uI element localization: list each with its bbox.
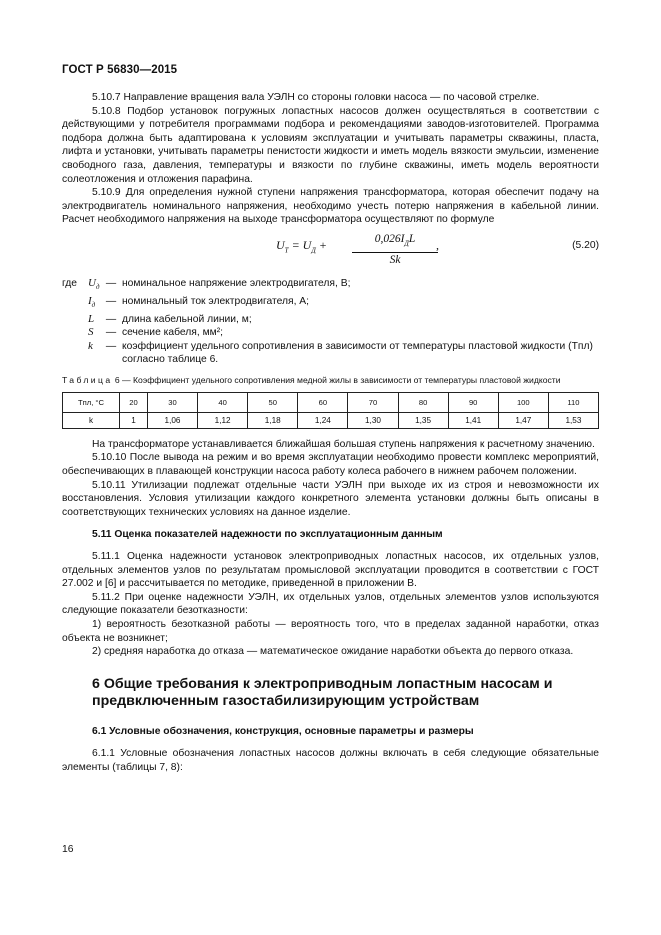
paragraph-5-10-8: 5.10.8 Подбор установок погружных лопастных насосов должен осуществляться в соответствии с действующими у потребителя программами подбора и рекомендациями заводов-изготовителей. Программа подбора должна быть адаптирована к условиям эксплуатации и учитывать параметры скважины, пласта, лифта и установки, учитывать параметры пенистости жидкости и иметь модель вязкости эмульсии, изменение свободного газа, давления, температуры и вязкости по глубине скважины, иметь модель вероятности солеотложения и отложения парафина. (62, 105, 599, 185)
paragraph-5-11-1: 5.11.1 Оценка надежности установок электроприводных лопастных насосов, их отдельных узлов, отдельных элементов узлов по результатам промысловой эксплуатации проводится в соответствии с ГОСТ 27.002 и [6] и рассчитывается по методике, приведенной в приложении В. (62, 551, 599, 590)
paragraph-5-10-7: 5.10.7 Направление вращения вала УЭЛН со стороны головки насоса — по часовой стрелке. (92, 92, 540, 103)
document-body (62, 91, 599, 775)
section-5-11-title: 5.11 Оценка показателей надежности по эксплуатационным данным (92, 529, 443, 541)
list-item: 1) вероятность безотказной работы — вероятность того, что в пределах заданной наработки, отказ объекта не возникнет; (62, 619, 599, 644)
document-header: ГОСТ Р 56830—2015 (62, 64, 178, 76)
table-cell: 40 (198, 392, 248, 412)
table-caption-label: Таблица (62, 374, 113, 385)
definition-dash: — (105, 277, 117, 289)
formula-number: (5.20) (572, 239, 599, 251)
table-cell: 80 (398, 392, 448, 412)
definition-symbol-text: I (88, 294, 92, 307)
table-cell: 50 (248, 392, 298, 412)
table-cell: 1,47 (498, 412, 548, 428)
definition-symbol (88, 326, 104, 340)
definition-symbol (88, 295, 104, 313)
definition-text: длина кабельной линии, м; (122, 313, 252, 325)
formula-numerator (352, 233, 438, 253)
table-cell: k (63, 412, 120, 428)
table-6-caption (62, 375, 599, 386)
definition-row (62, 313, 599, 327)
definition-text: номинальное напряжение электродвигателя, В; (122, 277, 351, 289)
paragraph-5-11-2: 5.11.2 При оценке надежности УЭЛН, их отдельных узлов, отдельных элементов узлов используются следующие показатели безотказности: (62, 591, 599, 617)
table-cell: 1,18 (248, 412, 298, 428)
table-cell: 110 (548, 392, 598, 412)
definition-prefix (62, 313, 88, 327)
table-cell: 1,53 (548, 412, 598, 428)
definition-text: номинальный ток электродвигателя, А; (122, 295, 310, 307)
definition-symbol-sub: д (91, 300, 96, 309)
table-cell: Tпл, °С (63, 392, 120, 412)
formula-numerator-text: 0,026I (374, 232, 405, 245)
formula-numerator-sub: Д (404, 239, 409, 248)
formula-fraction (352, 233, 438, 267)
paragraph-5-10-9: 5.10.9 Для определения нужной ступени напряжения трансформатора, которая обеспечит подачу на электродвигатель номинального напряжения, необходимо учесть потерю напряжения в кабельной линии. Расчет необходимого напряжения на выходе трансформатора осуществляют по формуле (62, 187, 599, 226)
definition-text: сечение кабеля, мм²; (122, 327, 224, 339)
formula-plus: + (315, 237, 327, 252)
definition-text: коэффициент удельного сопротивления в зависимости от температуры пластовой жидкости (Tпл) согласно таблице 6. (122, 340, 593, 366)
page-number: 16 (62, 844, 74, 855)
definition-symbol-text: k (88, 339, 93, 352)
formula-eq-sub: Д (311, 246, 316, 255)
table-caption-text: 6 — Коэффициент удельного сопротивления медной жилы в зависимости от температуры пластовой жидкости (114, 374, 561, 385)
paragraph-5-10-10: 5.10.10 После вывода на режим и во время эксплуатации необходимо провести комплекс мероприятий, обеспечивающих в плавающей конструкции насоса работу колеса рабочего в нижнем рабочем положении. (62, 452, 599, 478)
formula-lhs-sub: Т (284, 246, 289, 255)
formula-eq: = U (288, 237, 312, 252)
definition-dash: — (105, 313, 117, 325)
definition-row (62, 295, 599, 313)
table-cell: 1,30 (348, 412, 398, 428)
definition-symbol-text: L (88, 312, 95, 325)
definition-dash: — (105, 295, 117, 307)
table-cell: 20 (120, 392, 148, 412)
section-6-1-title: 6.1 Условные обозначения, конструкция, основные параметры и размеры (92, 725, 474, 737)
paragraph-5-10-11: 5.10.11 Утилизации подлежат отдельные части УЭЛН при выходе их из строя и невозможности их восстановления. Условия утилизации каждого конкретного элемента установки должны быть описаны в соответствующих технических условиях на данное изделие. (62, 479, 599, 518)
formula-comma: , (436, 237, 439, 252)
table-cell: 60 (298, 392, 348, 412)
table-cell: 1,12 (198, 412, 248, 428)
definition-symbol (88, 313, 104, 327)
definition-dash: — (105, 340, 117, 352)
formula-denominator: Sk (389, 253, 401, 266)
paragraph-transformer: На трансформаторе устанавливается ближайшая большая ступень напряжения к расчетному значению. (92, 438, 595, 450)
definition-dash: — (105, 327, 117, 339)
formula-numerator-tail: L (408, 232, 416, 245)
table-cell: 1,35 (398, 412, 448, 428)
definition-symbol-text: U (88, 276, 96, 289)
table-cell: 1 (120, 412, 148, 428)
table-cell: 30 (147, 392, 197, 412)
definition-prefix (62, 326, 88, 340)
definition-prefix: где (62, 277, 78, 289)
formula-lhs: U (276, 237, 285, 252)
definition-prefix (62, 340, 88, 367)
table-cell: 100 (498, 392, 548, 412)
definition-symbol-text: S (88, 326, 94, 339)
paragraph-6-1-1: 6.1.1 Условные обозначения лопастных насосов должны включать в себя следующие обязательные элементы (таблицы 7, 8): (62, 748, 599, 773)
definition-symbol (88, 277, 104, 295)
formula-5-20 (62, 231, 599, 271)
definition-row (62, 277, 599, 295)
table-cell: 1,41 (448, 412, 498, 428)
definition-symbol (88, 340, 104, 367)
formula-definitions (62, 277, 599, 367)
table-cell: 1,06 (147, 412, 197, 428)
table-cell: 1,24 (298, 412, 348, 428)
table-6 (62, 392, 599, 429)
table-row (63, 392, 599, 412)
table-cell: 70 (348, 392, 398, 412)
definition-row (62, 326, 599, 340)
chapter-6-title: 6 Общие требования к электроприводным лопастным насосам и предвключенным газостабилизирующим устройствам (92, 675, 553, 709)
definition-row (62, 340, 599, 367)
definition-prefix (62, 295, 88, 313)
table-row (63, 412, 599, 428)
table-cell: 90 (448, 392, 498, 412)
definition-symbol-sub: д (95, 283, 100, 292)
list-item: 2) средняя наработка до отказа — математическое ожидание наработки объекта до первого отказа. (92, 646, 574, 658)
